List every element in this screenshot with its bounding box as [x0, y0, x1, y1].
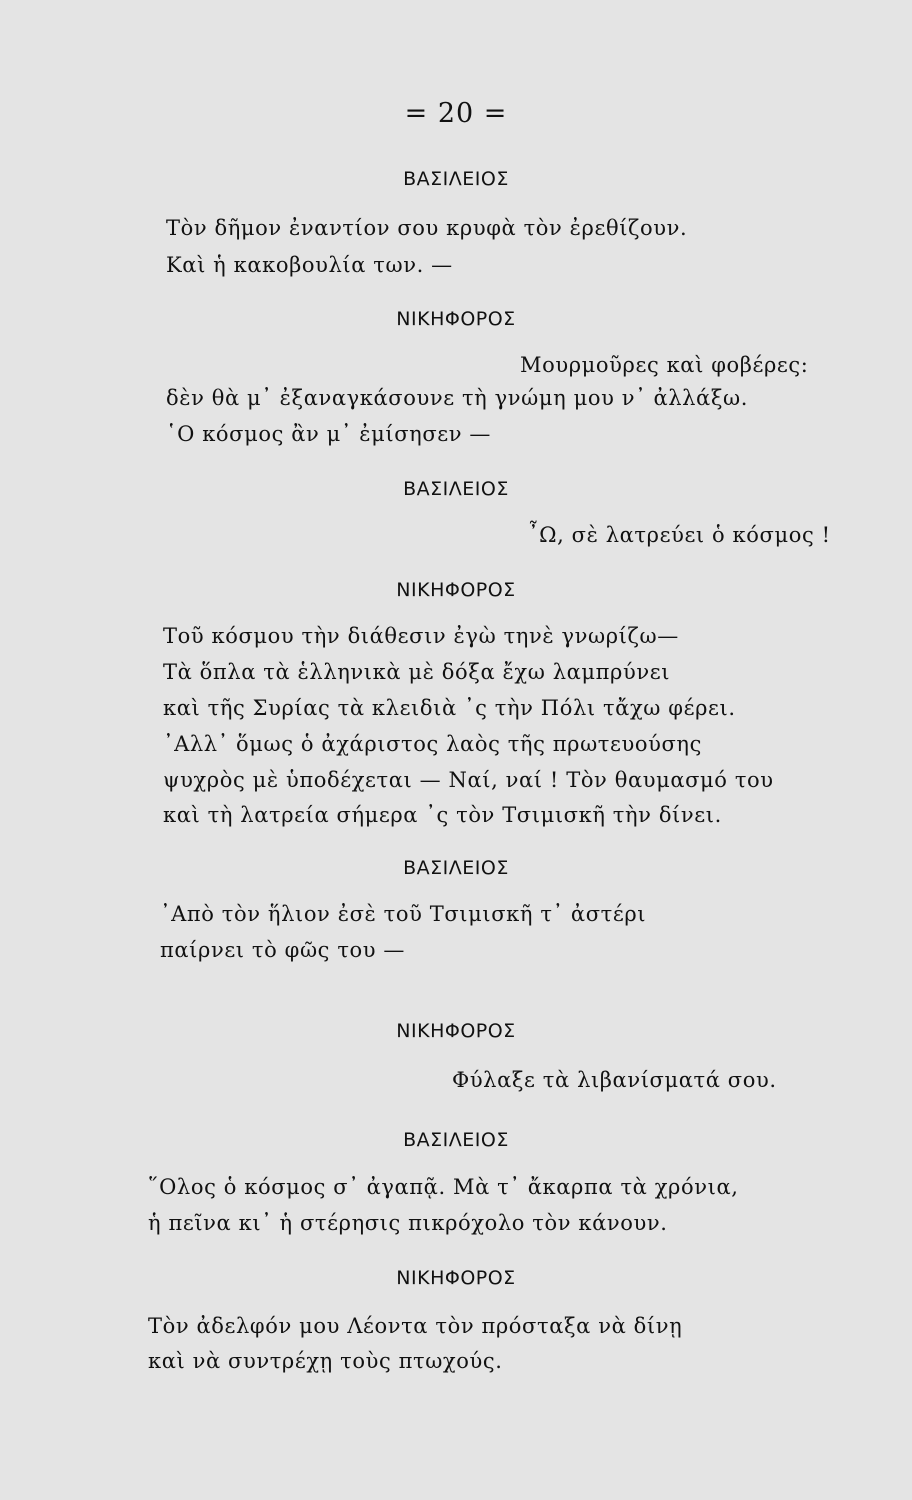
verse-line: καὶ τὴ λατρεία σήμερα ᾿ς τὸν Τσιμισκῆ τὴν δίνει. — [163, 803, 722, 827]
speaker-name: ΒΑΣΙΛΕΙΟΣ — [403, 168, 509, 190]
verse-line: δὲν θὰ μ᾿ ἐξαναγκάσουνε τὴ γνώμη μου ν᾿ ἀλλάξω. — [166, 386, 749, 410]
verse-line: Μουρμοῦρες καὶ φοβέρες: — [520, 353, 809, 377]
verse-line: ᾿Απὸ τὸν ἥλιον ἐσὲ τοῦ Τσιμισκῆ τ᾿ ἀστέρι — [160, 902, 647, 926]
speaker-name: ΝΙΚΗΦΟΡΟΣ — [396, 308, 516, 330]
verse-line: ψυχρὸς μὲ ὑποδέχεται — Ναί, ναί ! Τὸν θαυμασμό του — [163, 768, 774, 792]
speaker-name: ΒΑΣΙΛΕΙΟΣ — [403, 478, 509, 500]
speaker-name: ΒΑΣΙΛΕΙΟΣ — [403, 1129, 509, 1151]
speaker-name: ΝΙΚΗΦΟΡΟΣ — [396, 579, 516, 601]
verse-line: Τὰ ὅπλα τὰ ἑλληνικὰ μὲ δόξα ἔχω λαμπρύνει — [163, 660, 671, 684]
speaker-name: ΝΙΚΗΦΟΡΟΣ — [396, 1020, 516, 1042]
speaker-name: ΝΙΚΗΦΟΡΟΣ — [396, 1267, 516, 1289]
verse-line: παίρνει τὸ φῶς του — — [160, 938, 406, 962]
page-number: = 20 = — [404, 98, 508, 129]
verse-line: Καὶ ἡ κακοβουλία των. — — [166, 253, 453, 277]
verse-line: ῾Ο κόσμος ἂν μ᾿ ἐμίσησεν — — [166, 422, 491, 446]
verse-line: ἡ πεῖνα κι᾿ ἡ στέρησις πικρόχολο τὸν κάνουν. — [148, 1211, 668, 1235]
verse-line: Τὸν ἀδελφόν μου Λέοντα τὸν πρόσταξα νὰ δίνῃ — [148, 1314, 683, 1338]
verse-line: Τὸν δῆμον ἐναντίον σου κρυφὰ τὸν ἐρεθίζουν. — [166, 216, 688, 240]
verse-line: ᾿Αλλ᾿ ὅμως ὁ ἀχάριστος λαὸς τῆς πρωτευούσης — [163, 732, 702, 756]
verse-line: καὶ νὰ συντρέχῃ τοὺς πτωχούς. — [148, 1349, 503, 1373]
verse-line: ῞Ολος ὁ κόσμος σ᾿ ἀγαπᾷ. Μὰ τ᾿ ἄκαρπα τὰ χρόνια, — [148, 1175, 739, 1199]
verse-line: ῏Ω, σὲ λατρεύει ὁ κόσμος ! — [528, 523, 831, 547]
verse-line: καὶ τῆς Συρίας τὰ κλειδιὰ ᾿ς τὴν Πόλι τἄχω φέρει. — [163, 696, 736, 720]
speaker-name: ΒΑΣΙΛΕΙΟΣ — [403, 857, 509, 879]
verse-line: Φύλαξε τὰ λιβανίσματά σου. — [452, 1068, 777, 1092]
verse-line: Τοῦ κόσμου τὴν διάθεσιν ἐγὼ τηνὲ γνωρίζω— — [163, 624, 679, 648]
